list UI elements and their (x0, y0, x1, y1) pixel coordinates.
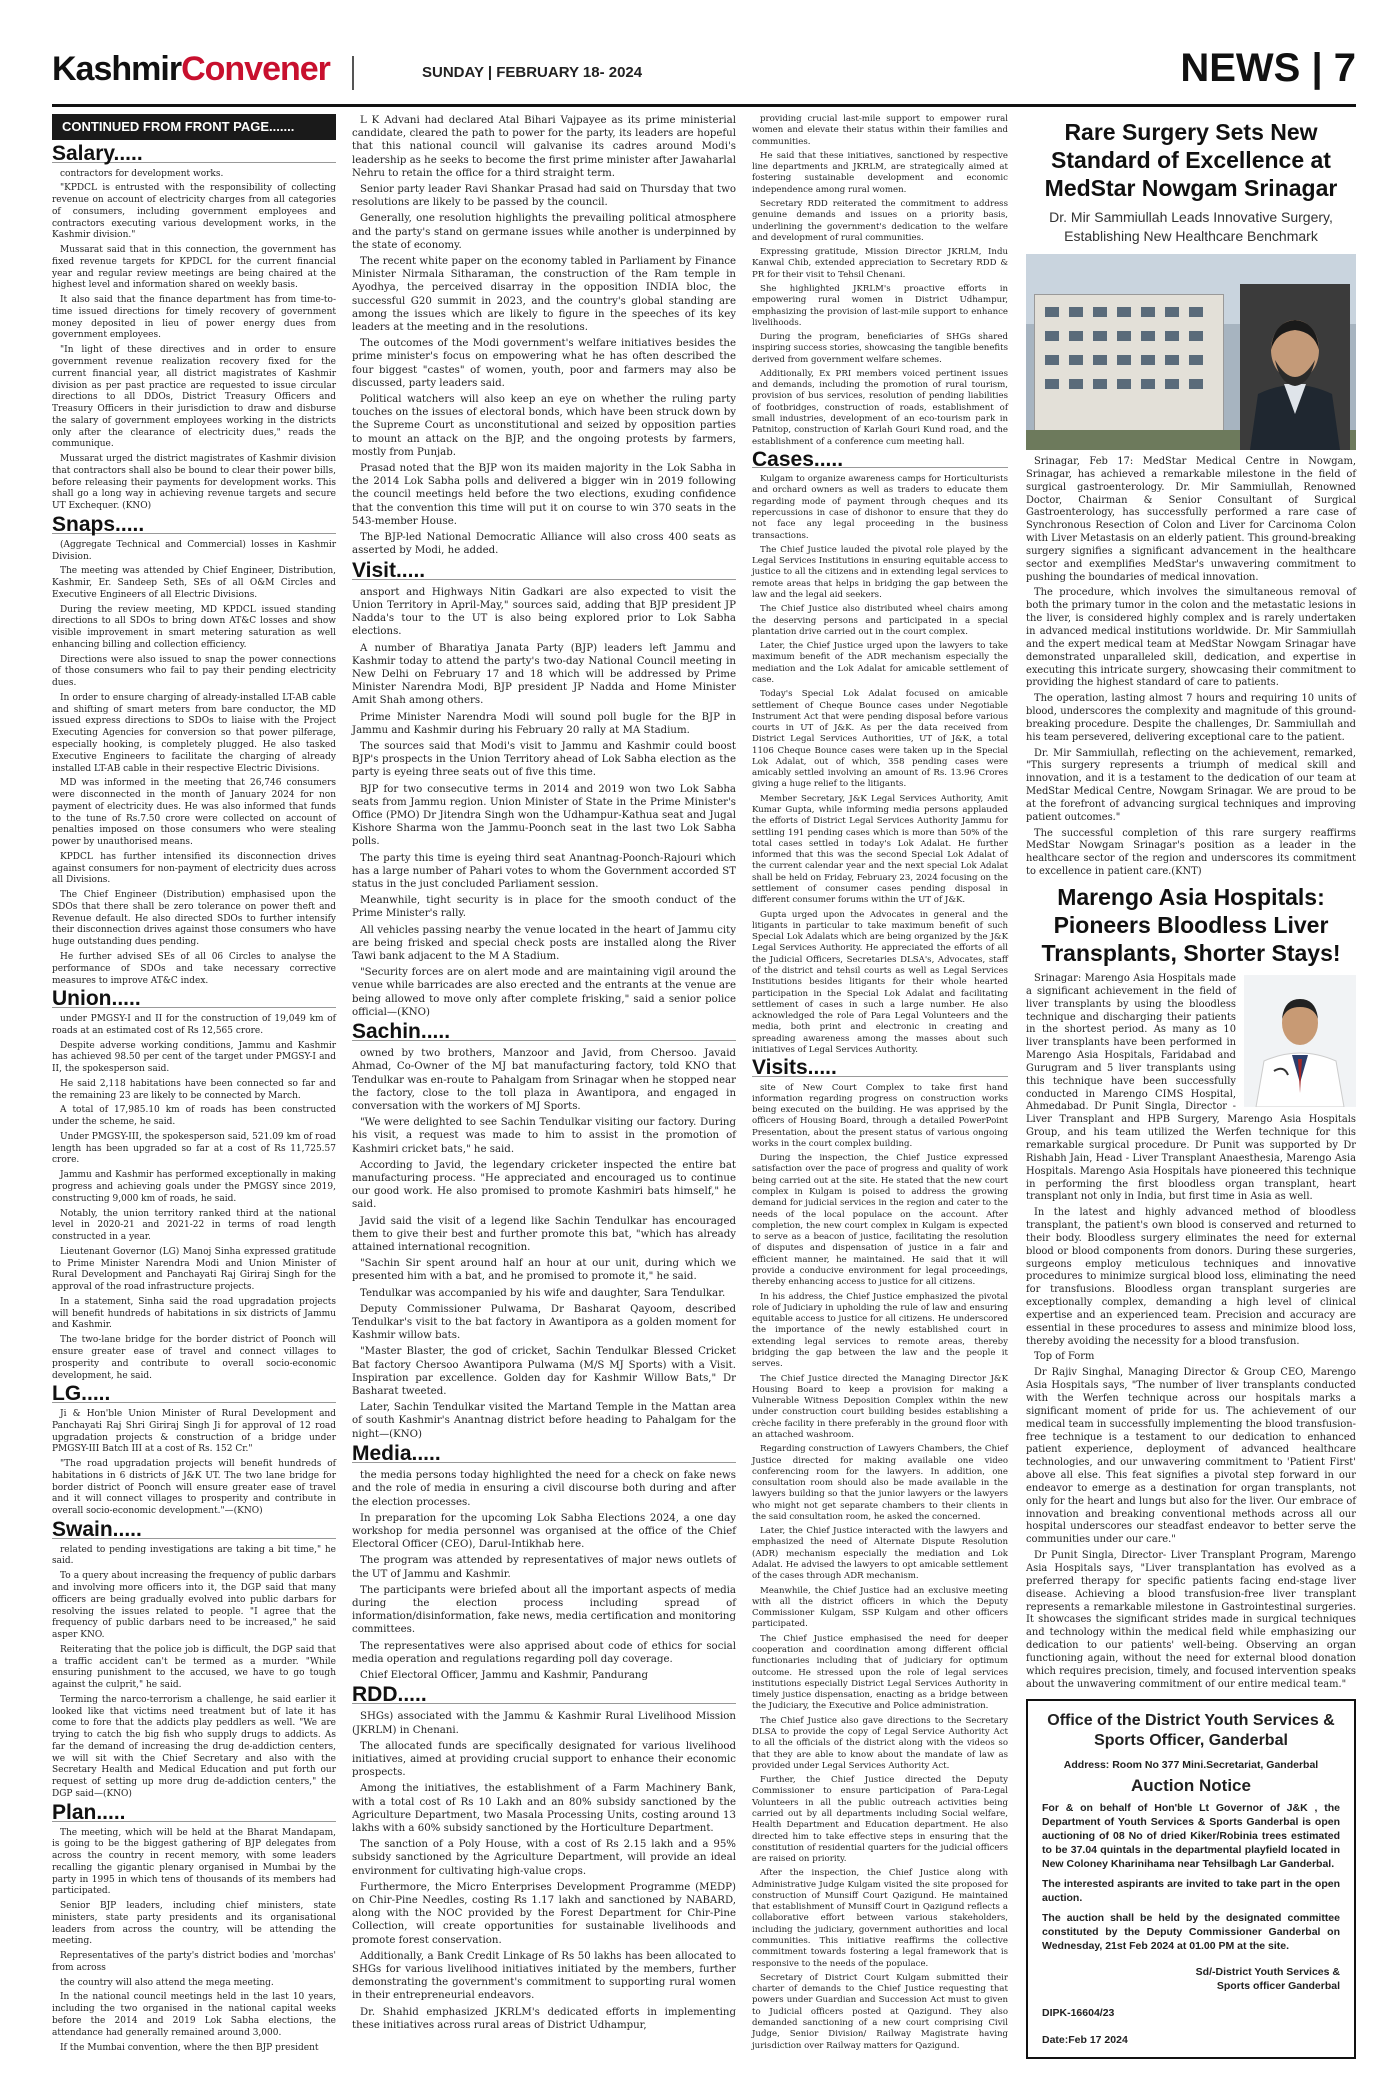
article-paragraph: SHGs) associated with the Jammu & Kashmir Rural Livelihood Mission (JKRLM) in Chenani. (352, 1711, 736, 1736)
article-body (52, 540, 336, 988)
notice-signature-line-1: Sd/-District Youth Services & (1195, 1966, 1340, 1979)
auction-notice (1026, 1699, 1356, 2058)
article-slug: Visits..... (752, 1062, 1008, 1076)
article-paragraph: Meanwhile, the Chief Justice had an exclusive meeting with all the district officers in which the Deputy Commissioner Kulgam, SSP Kulgam and other officers participated. (752, 1585, 1008, 1630)
article-paragraph: "The road upgradation projects will benefit hundreds of habitations in 6 districts of J&K UT. The two lane bridge for border district of Poonch will ensure greater ease of travel and it will connect villages to prosperity and contribute in overall socio-economic development."—(KNO) (52, 1459, 336, 1517)
article-slug: LG..... (52, 1388, 336, 1403)
article-slug: Plan..... (52, 1807, 336, 1822)
article-slug: Swain..... (52, 1524, 336, 1539)
masthead-divider (352, 56, 354, 90)
medstar-hospital-photo (1026, 254, 1356, 450)
article-paragraph: The participants were briefed about all the important aspects of media during the election process including spread of information/disinformation, fake news, media certification and monitoring committees. (352, 1584, 737, 1636)
article-paragraph: Lieutenant Governor (LG) Manoj Sinha expressed gratitude to Prime Minister Narendra Modi and Union Minister of Rural Development and Panchayati Raj Giriraj Singh for the approval of the road infrastructure projects. (52, 1246, 336, 1293)
article-media (352, 1441, 737, 1682)
article-paragraph: Meanwhile, tight security is in place for the smooth conduct of the Prime Minister's rally. (352, 895, 736, 920)
article-body (52, 1545, 336, 1801)
article-paragraph: Prime Minister Narendra Modi will sound poll bugle for the BJP in Jammu and Kashmir during his February 20 rally at MA Stadium. (352, 711, 736, 736)
article-paragraph: To a query about increasing the frequency of public darbars and involving more officers into it, the DGP said that many officers are being gradually evolved into public darbars for resolving the issues related to people. "I agree that the frequency of public darbars need to be increased," he said asper KNO. (52, 1571, 336, 1641)
article-body (752, 474, 1008, 1056)
article-paragraph: The party this time is eyeing third seat Anantnag-Poonch-Rajouri which has a large number of Pahari votes to whom the Government accorded ST status in the just concluded Parliament session. (352, 852, 736, 890)
article-paragraph: A total of 17,985.10 km of roads has been constructed under the scheme, he said. (52, 1105, 336, 1128)
article-paragraph: "Master Blaster, the god of cricket, Sachin Tendulkar Blessed Cricket Bat factory Chersoo Awantipora Pulwama (M/S MJ Sports) with a Visit. Inspiration par excellence. Golden day for Kashmir Willow Bats," Dr Basharat tweeted. (352, 1346, 736, 1398)
article-paragraph: MD was informed in the meeting that 26,746 consumers were disconnected in the month of January 2024 for non payment of electricity dues. He was also informed that funds to the tune of Rs.7.50 crore were collected on account of penalties imposed on those consumers who were stealing power by unauthorised means. (52, 778, 336, 848)
article-paragraph: Under PMGSY-III, the spokesperson said, 521.09 km of road length has been upgraded so far at a cost of Rs 11,725.57 crore. (52, 1131, 336, 1166)
article-paragraph: She highlighted JKRLM's proactive efforts in empowering rural women in District Udhampur, emphasizing the provision of last-mile support to enhance livelihoods. (752, 283, 1008, 328)
article-paragraph: The sources said that Modi's visit to Jammu and Kashmir could boost BJP's prospects in the Union Territory ahead of Lok Sabha election as the party is eyeing three seats out of five this time. (352, 740, 736, 779)
article-paragraph: contractors for development works. (60, 168, 224, 179)
article-paragraph: Later, Sachin Tendulkar visited the Martand Temple in the Mattan area of south Kashmir's Anantnag district before heading to Pahalgam for the night—(KNO) (352, 1402, 736, 1440)
article-paragraph: Additionally, Ex PRI members voiced pertinent issues and demands, including the promotion of rural tourism, provision of bus services, resolution of pending liabilities of footbridges, construction of roads, establishment of small industries, development of an eco-tourism park in Patnitop, construction of Karlah Gouri Kund road, and the establishment of a conference cum meeting hall. (752, 368, 1008, 447)
article-paragraph: under PMGSY-I and II for the construction of 19,049 km of roads at an estimated cost of Rs 12,565 crore. (52, 1014, 336, 1036)
article-paragraph: Expressing gratitude, Mission Director JKRLM, Indu Kanwal Chib, extended appreciation to Secretary RDD & PR for their visit to Tehsil Chenani. (752, 247, 1008, 280)
article-paragraph: Senior party leader Ravi Shankar Prasad had said on Thursday that two resolutions are likely to be passed by the council. (352, 184, 736, 209)
article-paragraph: Later, the Chief Justice interacted with the lawyers and emphasized the need of Alternate Dispute Resolution (ADR) mechanism especially the mediation and Lok Adalat. He advised the lawyers to opt amicable settlement of the cases through ADR mechanism. (752, 1526, 1008, 1582)
masthead-rule (52, 104, 1356, 107)
article-medstar (1026, 118, 1356, 879)
article-paragraph: Dr. Shahid emphasized JKRLM's dedicated efforts in implementing these initiatives across rural areas of District Udhampur, (352, 2006, 736, 2031)
article-slug: Sachin..... (352, 1025, 736, 1041)
article-slug: Union..... (52, 993, 336, 1008)
notice-paragraph-2: The interested aspirants are invited to take part in the open auction. (1042, 1878, 1340, 1905)
section-label: NEWS | 7 (1180, 46, 1356, 90)
article-paragraph: Jammu and Kashmir has performed exceptionally in making progress and achieving goals under the PMGSY since 2019, constructing 9,000 km of roads, he said. (52, 1170, 336, 1204)
article-paragraph: In preparation for the upcoming Lok Sabha Elections 2024, a one day workshop for media personnel was organised at the office of the Chief Electoral Officer (CEO), Darul-Intikhab here. (352, 1512, 736, 1551)
article-paragraph: Dr Punit Singla, Director- Liver Transplant Program, Marengo Asia Hospitals says, "Liver transplantation has evolved as a preferred therapy for specific patients facing end-stage liver disease. Achieving a blood transfusion-free liver transplant represents a remarkable milestone in Gastrointestinal surgeries. It showcases the significant strides made in surgical techniques and technology within the medical field while emphasizing our dedication to our patients' well-being. Observing an organ functioning again, without the need for external blood donation which requires precision, timely, and focused intervention speaks about the unwavering commitment of our entire medical team." (1026, 1550, 1356, 1690)
article-paragraph: Prasad noted that the BJP won its maiden majority in the Lok Sabha in the 2014 Lok Sabha polls and delivered a bigger win in 2019 following the council meetings held before the two elections, exuding confidence that the convention this time will put it on course to win 370 seats in the 543-member House. (352, 463, 736, 527)
article-paragraph: The Chief Justice emphasised the need for deeper cooperation and coordination among different official functionaries including that of judiciary for optimum outcome. He stressed upon the role of legal services institutions especially District Legal Services Authority in timely justice dispensation, enacting as a bridge between the Judiciary, the Executive and Police administration. (752, 1633, 1008, 1712)
masthead (52, 46, 1356, 106)
article-body (352, 114, 736, 558)
article-rdd (352, 1683, 736, 2032)
article-slug: RDD..... (352, 1688, 736, 1704)
article-sachin (352, 1020, 736, 1441)
article-union (52, 987, 336, 1382)
section-name: NEWS (1180, 46, 1301, 90)
article-plan (52, 1800, 336, 2055)
doctor-photo (1244, 975, 1356, 1107)
article-paragraph: The recent white paper on the economy tabled in Parliament by Finance Minister Nirmala Sitharaman, the construction of the Ram temple in Ayodhya, the perceived disarray in the opposition INDIA bloc, the successful G20 summit in 2023, and the country's global standing are among the issues which are likely to figure in the speeches of its key leaders at the meeting and in the resolutions. (352, 256, 736, 334)
notice-paragraph-3: The auction shall be held by the designated committee constituted by the Deputy Commissioner Ganderbal on Wednesday, 21st Feb 2024 at 01.00 PM at the site. (1042, 1912, 1340, 1953)
article-paragraph: Further, the Chief Justice directed the Deputy Commissioner to ensure participation of Para-Legal Volunteers in all the public outreach activities being carried out by all departments including Social welfare, Health Department and Education department. He also directed him to take effective steps in ensuring that the constitution of residential quarters for the judicial officers are raised on priority. (752, 1775, 1008, 1865)
notice-title: Office of the District Youth Services & Sports Officer, Ganderbal (1047, 1712, 1335, 1750)
article-paragraph: He further advised SEs of all 06 Circles to analyse the performance of SDOs and take necessary corrective measures to improve AT&C index. (52, 952, 336, 986)
article-paragraph: Tendulkar was accompanied by his wife and daughter, Sara Tendulkar. (360, 1287, 726, 1299)
article-paragraph: The Chief Justice also gave directions to the Secretary DLSA to provide the copy of Legal Service Authority Act to all the officials of the district along with the videos so that they are able to know about the mandate of law as provided under Legal Services Authority Act. (752, 1715, 1008, 1771)
article-paragraph: "KPDCL is entrusted with the responsibility of collecting revenue on account of electricity charges from all categories of consumers, including government employees and contractors executing various development works, in the Kashmir division." (52, 183, 336, 241)
article-rdd-continued (752, 114, 1008, 448)
article-slug: Visit..... (352, 564, 736, 580)
article-paragraph: Ji & Hon'ble Union Minister of Rural Development and Panchayati Raj Shri Giriraj Singh Ji for approval of 12 road upgradation projects & construction of a bridge under PMGSY-III Batch III at a cost of Rs. 152 Cr." (52, 1409, 336, 1455)
article-paragraph: Kulgam to organize awareness camps for Horticulturists and orchard owners as well as traders to educate them regarding mode of payment through cheques and its repercussions in case of dishonor to ensure that they do not face any legal proceeding in the business transactions. (752, 474, 1008, 541)
article-paragraph: providing crucial last-mile support to empower rural women and elevate their status within their families and communities. (752, 114, 1008, 147)
article-paragraph: The operation, lasting almost 7 hours and requiring 10 units of blood, underscores the complexity and magnitude of this ground-breaking procedure. Despite the challenges, Dr. Sammiullah and his team persevered, delivering exceptional care to the patient. (1026, 693, 1356, 743)
article-paragraph: He said 2,118 habitations have been connected so far and the remaining 23 are likely to be connected by March. (52, 1078, 336, 1101)
article-paragraph: Mussarat said that in this connection, the government has fixed revenue targets for KPDCL for the current financial year and regular review meetings are being chaired at the highest level and information shared on weekly basis. (52, 245, 336, 291)
article-body (352, 1469, 736, 1682)
article-body (52, 1409, 336, 1518)
article-subhead: Dr. Mir Sammiullah Leads Innovative Surgery, Establishing New Healthcare Benchmark (1049, 209, 1333, 244)
article-paragraph: Top of Form (1034, 1351, 1095, 1363)
notice-heading: Auction Notice (1131, 1776, 1251, 1796)
article-paragraph: The successful completion of this rare surgery reaffirms MedStar Nowgam Srinagar's position as a leader in the healthcare sector of the region and underscores its commitment to excellence in patient care.(KNT) (1026, 827, 1356, 878)
article-body (352, 586, 736, 1019)
article-paragraph: Dr Rajiv Singhal, Managing Director & Group CEO, Marengo Asia Hospitals says, "The number of liver transplants conducted with the Werfen technique across our hospitals marks a significant moment of pride for us. The achievement of our medical team in successfully implementing the blood transfusion-free technique is a testament to our dedication to enhanced patient experience, deployment of advanced healthcare technologies, and our unwavering commitment to 'Patient First' above all else. This feat signifies a pivotal step forward in our endeavor to emerge as a destination for organ transplants, not only for the heart and lungs but also for the liver. Our embrace of innovation and breaking conventional methods across all our hospital underscores our steadfast endeavor to better serve the communities under our care." (1026, 1367, 1356, 1546)
article-paragraph: site of New Court Complex to take first hand information regarding progress on construction works being executed on the building. He was apprised by the officers of Housing Board, through a detailed PowerPoint Presentation, about the present status of various ongoing works in the court complex building. (752, 1082, 1008, 1149)
column-1 (52, 114, 336, 2057)
article-paragraph: Terming the narco-terrorism a challenge, he said earlier it looked like that victims need treatment but of late it has come to fore that the addicts play peddlers as well. "We are trying to catch the big fish who supply drugs to addicts. As far the demand of increasing the drug de-addiction centers, we will sit with the Chief Secretary and also with the Secretary Health and Medical Education and put forth our request of setting up more drug de-addiction centers," the DGP said—(KNO) (52, 1694, 336, 1799)
article-body (1026, 456, 1356, 879)
article-paragraph: He said that these initiatives, sanctioned by respective line departments and JKRLM, are strategically aimed at fostering sustainable development and economic independence among rural women. (752, 150, 1008, 195)
article-paragraph: The Chief Justice directed the Managing Director J&K Housing Board to keep a provision for making a Vulnerable Witness Deposition Complex within the new under construction court building besides establishing a crèche facility in there preferably in the ground floor with an attached washroom. (752, 1373, 1008, 1440)
article-paragraph: "In light of these directives and in order to ensure government revenue realization recovery fixed for the current financial year, all district magistrates of Kashmir division as per past practice are requested to issue circular directions to all DDOs, District Treasury Officers and Treasury Officers in their jurisdiction to draw and disburse the salary of government employees working in the districts only after the clearance of electricity dues," reads the communique. (52, 345, 336, 450)
article-paragraph: "Sachin Sir spent around half an hour at our unit, during which we presented him with a bat, and he promised to promote it," he said. (352, 1258, 736, 1283)
article-salary (52, 141, 336, 513)
article-paragraph: The program was attended by representatives of major news outlets of the UT of Jammu and Kashmir. (352, 1555, 736, 1580)
column-4 (1026, 114, 1356, 2059)
article-paragraph: The sanction of a Poly House, with a cost of Rs 2.15 lakh and a 95% subsidy sanctioned by the Agriculture Department, will provide an ideal environment for cultivating high-value crops. (352, 1839, 736, 1877)
hospital-building (1034, 294, 1224, 434)
article-paragraph: During the review meeting, MD KPDCL issued standing directions to all SDOs to bring down AT&C losses and show visible improvement in smart metering saturation as well enhancing billing and collection efficiency. (52, 604, 336, 650)
article-body (52, 1828, 336, 2055)
article-headline: Marengo Asia Hospitals: Pioneers Bloodless Liver Transplants, Shorter Stays! (1041, 884, 1341, 966)
article-paragraph: The meeting, which will be held at the Bharat Mandapam, is going to be the biggest gathering of BJP delegates from across the country in recent memory, with some leaders recalling the gigantic plenary organised in Mumbai by the party in 1995 in which tens of thousands of its members had participated. (52, 1827, 336, 1897)
article-paragraph: The BJP-led National Democratic Alliance will also cross 400 seats as asserted by Modi, he added. (352, 532, 736, 557)
article-paragraph: Javid said the visit of a legend like Sachin Tendulkar has encouraged them to give their best and further promote this bat, "which has already attained international recognition. (352, 1215, 736, 1254)
article-paragraph: Chief Electoral Officer, Jammu and Kashmir, Pandurang (360, 1669, 648, 1681)
article-visits (752, 1056, 1008, 2052)
article-body (752, 1083, 1008, 2052)
article-paragraph: "We were delighted to see Sachin Tendulkar visiting our factory. During his visit, a request was made to him to assist in the promotion of Kashmiri cricket bats," he said. (352, 1117, 736, 1155)
notice-reference: DIPK-16604/23 (1042, 2007, 1115, 2020)
article-cases (752, 447, 1008, 1056)
page-number: 7 (1333, 46, 1356, 90)
article-paragraph: related to pending investigations are taking a bit time," he said. (52, 1544, 336, 1567)
article-paragraph: Later, the Chief Justice urged upon the lawyers to take maximum benefit of the ADR mechanism especially the mediation and the Lok Adalat for amicable settlement of case. (752, 641, 1008, 685)
article-slug: Snaps..... (52, 519, 336, 534)
article-paragraph: Directions were also issued to snap the power connections of those consumers who fail to pay their pending electricity dues. (52, 654, 336, 689)
article-body (352, 1710, 736, 2032)
article-paragraph: The Chief Justice also distributed wheel chairs among the deserving persons and participated in a special plantation drive carried out in the court complex. (752, 604, 1008, 637)
article-paragraph: owned by two brothers, Manzoor and Javid, from Chersoo. Javaid Ahmad, Co-Owner of the MJ bat manufacturing factory, told KNO that Tendulkar was en-route to Pahalgam from Srinagar when he stopped near the factory, close to the toll plaza in Awantipora, and engaged in conversation with the workers of MJ Sports. (352, 1048, 736, 1113)
dateline: SUNDAY | FEBRUARY 18- 2024 (422, 64, 643, 81)
article-paragraph: Srinagar: Marengo Asia Hospitals made a significant achievement in the field of liver transplants by using the bloodless technique and discharging their patients in the shortest period. As many as 10 liver transplants have been performed in Marengo Asia Hospitals, Faridabad and Gurugram and 5 liver transplants using this technique have been successfully conducted in Marengo CIMS Hospital, Ahmedabad. Dr Punit Singla, Director - Liver Transplant and HPB Surgery, Marengo Asia Hospitals Group, and his team utilized the Werfen technique for this remarkable surgical procedure. Dr Punit was supported by Dr Rishabh Jain, Head - Liver Transplant Anaesthesia, Marengo Asia Hospitals. Marengo Asia Hospitals have pioneered this technique in performing the first bloodless organ transplant, heart transplant not only in India, but first time in Asia as well. (1026, 973, 1356, 1203)
article-paragraph: During the program, beneficiaries of SHGs shared inspiring success stories, showcasing the tangible benefits derived from government welfare schemes. (752, 332, 1009, 365)
article-paragraph: Among the initiatives, the establishment of a Farm Machinery Bank, with a total cost of Rs 10 Lakh and an 80% subsidy sanctioned by the Agriculture Department, two Masala Processing Units, costing around 13 lakhs with a 60% subsidy sanctioned by the Horticulture Department. (352, 1783, 736, 1834)
logo-word-convener: Convener (181, 50, 330, 88)
article-paragraph: KPDCL has further intensified its disconnection drives against consumers for non-payment of electricity dues across all Divisions. (52, 851, 336, 886)
doctor-portrait (1240, 284, 1350, 450)
article-paragraph: The Chief Engineer (Distribution) emphasised upon the SDOs that there shall be zero tolerance on power theft and Revenue default. He also directed SDOs to further intensify their disconnection drives against those consumers who have huge outstanding dues pending. (52, 890, 336, 948)
article-paragraph: (Aggregate Technical and Commercial) losses in Kashmir Division. (52, 539, 336, 562)
article-plan-continued (352, 114, 736, 558)
article-paragraph: Gupta urged upon the Advocates in general and the litigants in particular to take maximum benefit of such Special Lok Adalats which are being organized by the J&K Legal Services Authority. He appreciated the efforts of all the Judicial Officers, Secretaries DLSA's, Advocates, staff of the district and tehsil courts as well as Legal Services Institutions besides litigants for their whole hearted participation in the Special Lok Adalat and facilitating settlement of cases in such a large number. He also acknowledged the role of Para Legal Volunteers and the media, both print and electronic in creating and spreading awareness among the masses about such initiatives of Legal Services Authority. (752, 909, 1008, 1055)
article-paragraph: Deputy Commissioner Pulwama, Dr Basharat Qayoom, described Tendulkar's visit to the bat factory in Awantipora as a golden moment for Kashmir willow bats. (352, 1303, 736, 1342)
article-paragraph: Generally, one resolution highlights the prevailing political atmosphere and the party's stand on germane issues while another is underpinned by the state of economy. (352, 213, 736, 251)
column-3 (752, 114, 1008, 2055)
doctor-portrait-2 (1244, 975, 1356, 1107)
article-paragraph: After the inspection, the Chief Justice along with Administrative Judge Kulgam visited the site proposed for construction of Munsiff Court Qazigund. He maintained that establishment of Munsiff Court in Qazigund reflects a collaborative effort between various stakeholders, including the judiciary, government authorities and local communities. This initiative reaffirms the collective commitment towards fostering a legal framework that is responsive to the needs of the populace. (752, 1868, 1008, 1969)
article-paragraph: BJP for two consecutive terms in 2014 and 2019 won two Lok Sabha seats from Jammu region. Union Minister of State in the Prime Minister's Office (PMO) Dr Jitendra Singh won the Udhampur-Kathua seat and Jugal Kishore Sharma won the Jammu-Poonch seat in the last two Lok Sabha polls. (352, 783, 736, 848)
article-paragraph: Furthermore, the Micro Enterprises Development Programme (MEDP) on Chir-Pine Needles, costing Rs 1.17 lakh and sanctioned by NABARD, along with the NOC provided by the Forest Department for Chir-Pine Collection, will create opportunities for sustainable livelihoods and promote forest conservation. (352, 1881, 736, 1946)
article-paragraph: ansport and Highways Nitin Gadkari are also expected to visit the Union Territory in April-May," sources said, adding that BJP president JP Nadda's tour to the UT is also being explored prior to Lok Sabha elections. (352, 586, 736, 638)
notice-date: Date:Feb 17 2024 (1042, 2033, 1128, 2046)
article-paragraph: The outcomes of the Modi government's welfare initiatives besides the prime minister's focus on empowering what he has often described the four biggest "castes" of women, youth, poor and farmers may also be discussed, party leaders said. (352, 338, 736, 389)
article-paragraph: It also said that the finance department has from time-to-time issued directions for timely recovery of government money deposited in lieu of power energy dues from government employees. (52, 295, 336, 341)
article-paragraph: The two-lane bridge for the border district of Poonch will ensure greater ease of travel and connect villages to prosperity and contribute to overall socio-economic development, he said. (52, 1335, 336, 1381)
article-snaps (52, 512, 336, 987)
article-paragraph: Notably, the union territory ranked third at the national level in 2020-21 and 2021-22 in terms of road length constructed in a year. (52, 1208, 336, 1243)
article-paragraph: Mussarat urged the district magistrates of Kashmir division that contractors shall also be bound to clear their power bills, before releasing their payments for development works. This shall go a long way in achieving revenue targets and secure UT Exchequer. (KNO) (52, 454, 336, 512)
notice-signature-line-2: Sports officer Ganderbal (1216, 1980, 1340, 1993)
article-paragraph: Reiterating that the police job is difficult, the DGP said that a traffic accident can't be termed as a murder. "While ensuring punishment to the accused, we have to go tough against the culprit," he said. (52, 1644, 336, 1691)
logo-word-kashmir: Kashmir (52, 50, 182, 88)
article-paragraph: Dr. Mir Sammiullah, reflecting on the achievement, remarked, "This surgery represents a triumph of medical skill and innovation, and it is a testament to the dedication of our team at MedStar Medical Centre, Nowgam Srinagar. We are proud to be at the forefront of advancing surgical techniques and improving patient outcomes." (1026, 747, 1356, 823)
article-paragraph: Representatives of the party's district bodies and 'morchas' from across (52, 1951, 336, 1973)
article-paragraph: In his address, the Chief Justice emphasized the pivotal role of Judiciary in upholding the rule of law and ensuring equitable access to justice for all citizens. He underscored the importance of the newly established court in extending legal services to remote areas, thereby bridging the gap between the law and the people it serves. (752, 1291, 1008, 1370)
article-paragraph: Member Secretary, J&K Legal Services Authority, Amit Kumar Gupta, while informing media persons applauded the efforts of District Legal Services Authority Jammu for settling 191 pending cases which is more than 50% of the total cases settled in today's Lok Adalat. He further informed that this was the second Special Lok Adalat of the current calendar year and the next special Lok Adalat shall be held on Friday, February 23, 2024 focusing on the settlement of consumer cases pending disposal in different consumer forums within the UT of J&K. (752, 793, 1008, 906)
article-lg (52, 1382, 336, 1518)
notice-signature (1042, 1965, 1340, 1993)
article-paragraph: Secretary RDD reiterated the commitment to address genuine demands and issues on a priority basis, underlining the government's dedication to the welfare and development of rural communities. (752, 198, 1008, 243)
article-paragraph: Regarding construction of Lawyers Chambers, the Chief Justice directed for making available one video conferencing room for the lawyers. In addition, one consultation room should also be made available in the lawyers building so that the junior lawyers or the lawyers who might not get separate chambers to their clients in the said consultation room, he asked the concerned. (752, 1444, 1008, 1522)
article-paragraph: During the inspection, the Chief Justice expressed satisfaction over the pace of progress and quality of work being carried out at the site. He stated that the new court complex in Kulgam is poised to address the growing demand for judicial services in the region and cater to the needs of the local populace on the account. After completion, the new court complex in Kulgam is expected to serve as a beacon of justice, facilitating the resolution of disputes and dispensation of justice in a fair and efficient manner, he maintained. He said that it will provide a conducive environment for legal proceedings, thereby enhancing access to justice for all citizens. (752, 1153, 1008, 1288)
article-paragraph: All vehicles passing nearby the venue located in the heart of Jammu city are being frisked and special check posts are installed along the River Tawi bank adjacent to the M A Stadium. (352, 924, 736, 962)
article-slug: Media..... (352, 1447, 736, 1463)
newspaper-logo (52, 50, 330, 89)
article-paragraph: the country will also attend the mega meeting. (60, 1977, 274, 1988)
article-slug: Salary..... (52, 148, 336, 163)
article-body (352, 1047, 736, 1441)
article-paragraph: If the Mumbai convention, where the then BJP president (60, 2042, 319, 2053)
article-paragraph: In a statement, Sinha said the road upgradation projects will benefit hundreds of habitations in six districts of Jammu and Kashmir. (52, 1296, 336, 1331)
article-paragraph: In the latest and highly advanced method of bloodless transplant, the patient's own blood is conserved and returned to their body. Bloodless surgery eliminates the need for external blood or blood components from donors. During these surgeries, surgeons employ meticulous techniques and innovative procedures to minimize surgical blood loss, eliminating the need for transfusions. Bloodless organ transplant surgeries are exceptionally complex, demanding a high level of clinical expertise and an experienced team. Precision and accuracy are essential in these procedures to assess and minimize blood loss, thereby avoiding the necessity for a blood transfusion. (1026, 1207, 1356, 1347)
article-paragraph: Despite adverse working conditions, Jammu and Kashmir has achieved 98.50 per cent of the target under PMGSY-I and II, the spokesperson said. (52, 1040, 336, 1075)
article-paragraph: Srinagar, Feb 17: MedStar Medical Centre in Nowgam, Srinagar, has achieved a remarkable milestone in the field of surgical gastroenterology. Dr. Mir Sammiullah, Renowned Doctor, Chairman & Senior Consultant of Surgical Gastroenterology, has successfully performed a rare case of Synchronous Resection of Colon and Liver for Carcinoma Colon with Liver Metastasis on an elderly patient. This ground-breaking surgery signifies a significant advancement in the healthcare sector and exemplifies MedStar's unwavering commitment to pushing the boundaries of medical innovation. (1026, 456, 1356, 583)
article-visit (352, 558, 736, 1020)
article-paragraph: Secretary of District Court Kulgam submitted their charter of demands to the Chief Justice requesting that powers under Guardian and Succession Act must to given to Judicial officers posted at Qazigund. They also demanded sanctioning of a new court comprising Civil Judge, Senior Division/ Railway Magistrate having jurisdiction over Railway matters for Qazigund. (752, 1972, 1008, 2051)
article-paragraph: Senior BJP leaders, including chief ministers, state ministers, state party presidents and its organisational leaders from across the country, will be attending the meeting. (52, 1901, 336, 1947)
article-body (52, 1014, 336, 1382)
article-headline: Rare Surgery Sets New Standard of Excellence at MedStar Nowgam Srinagar (1044, 119, 1338, 201)
notice-paragraph-1: For & on behalf of Hon'ble Lt Governor of J&K , the Department of Youth Services & Sports Ganderbal is open auctioning of 08 No of dried Kiker/Robinia trees estimated to be 37.04 quintals in the departmental playfield located in New Coloney Kharinihama near Tehsilbagh Lar Ganderbal. (1042, 1802, 1340, 1871)
article-paragraph: "Security forces are on alert mode and are maintaining vigil around the venue while barricades are also erected and the entrants at the venue are being allowed to move only after complete frisking," said a senior police official—(KNO) (352, 967, 736, 1018)
article-paragraph: L K Advani had declared Atal Bihari Vajpayee as its prime ministerial candidate, cleared the path to power for the party, its leaders are hopeful that this national council will galvanise its cadres around Modi's leadership as he seeks to become the first prime minister after Jawaharlal Nehru to retain the office for a third straight term. (352, 115, 736, 179)
article-paragraph: The allocated funds are specifically designated for various livelihood initiatives, aimed at providing crucial support to enhance their economic prospects. (352, 1740, 736, 1779)
article-paragraph: The meeting was attended by Chief Engineer, Distribution, Kashmir, Er. Sandeep Seth, SEs of all O&M Circles and Executive Engineers of all Electric Divisions. (52, 566, 336, 600)
notice-address: Address: Room No 377 Mini.Secretariat, Ganderbal (1063, 1759, 1319, 1772)
article-paragraph: the media persons today highlighted the need for a check on fake news and the role of media in ensuring a civil discourse both during and after the election processes. (352, 1470, 736, 1508)
article-body (52, 169, 336, 513)
article-paragraph: Political watchers will also keep an eye on whether the ruling party touches on the issues of electoral bonds, which have been struck down by the Supreme Court as unconstitutional and seized by opposition parties to mount an attack on the BJP, and the ongoing protests by farmers, mostly from Punjab. (352, 394, 736, 458)
article-paragraph: A number of Bharatiya Janata Party (BJP) leaders left Jammu and Kashmir today to attend the party's two-day National Council meeting in New Delhi on February 17 and 18 which will be addressed by Prime Minister Narendra Modi, BJP president JP Nadda and Home Minister Amit Shah among others. (352, 642, 736, 707)
article-paragraph: The Chief Justice lauded the pivotal role played by the Legal Services Institutions in ensuring equitable access to justice to all the citizens and in extending legal services to remote areas that helps in bridging the gap between the law and the legal aid seekers. (752, 544, 1008, 600)
article-paragraph: The procedure, which involves the simultaneous removal of both the primary tumor in the colon and the metastatic lesions in the liver, is considered highly complex and is rarely undertaken in advanced medical institutions worldwide. Dr. Mir Sammiullah and the expert medical team at MedStar Nowgam Srinagar have demonstrated unparalleled skill, dedication, and expertise in executing this intricate surgery, showcasing their commitment to providing the highest standard of care to patients. (1026, 587, 1356, 689)
article-slug: Cases..... (752, 454, 1008, 468)
article-paragraph: In order to ensure charging of already-installed LT-AB cable and shifting of smart meters from bare conductor, the MD issued express directions to SDOs to liaise with the Project Executing Agencies for conversion so that power pilferage, especially hooking, is completely plugged. He also tasked Executive Engineers to facilitate the charging of already installed LT-AB cable in their respective Electric Divisions. (52, 692, 336, 774)
article-paragraph: Today's Special Lok Adalat focused on amicable settlement of Cheque Bounce cases under Negotiable Instrument Act that were pending disposal before various courts in UT of J&K. As per the data received from District Legal Services Authorities, UT of J&K, a total 1106 Cheque Bounce cases were taken up in the Special Lok Adalat, out of which, 358 pending cases were amicably settled involving an amount of Rs. 13.96 Crores giving a huge relief to the litigants. (752, 689, 1008, 790)
article-paragraph: In the national council meetings held in the last 10 years, including the two organised in the national capital weeks before the 2014 and 2019 Lok Sabha elections, the attendance had generally remained around 3,000. (52, 1992, 336, 2038)
continued-banner: CONTINUED FROM FRONT PAGE....... (52, 114, 336, 140)
article-paragraph: Additionally, a Bank Credit Linkage of Rs 50 lakhs has been allocated to SHGs for various livelihood initiatives initiated by the members, further demonstrating the government's commitment to supporting rural women in their entrepreneurial endeavors. (352, 1950, 736, 2002)
article-swain (52, 1517, 336, 1801)
article-body (752, 114, 1008, 448)
article-paragraph: The representatives were also apprised about code of ethics for social media operation and regulations regarding poll day coverage. (352, 1640, 736, 1665)
column-2 (352, 114, 736, 2035)
article-paragraph: According to Javid, the legendary cricketer inspected the entire bat manufacturing process. "He appreciated and encouraged us to continue our good work. He also promised to promote Kashmiri bats himself," he said. (352, 1159, 736, 1211)
article-marengo (1026, 883, 1356, 1691)
